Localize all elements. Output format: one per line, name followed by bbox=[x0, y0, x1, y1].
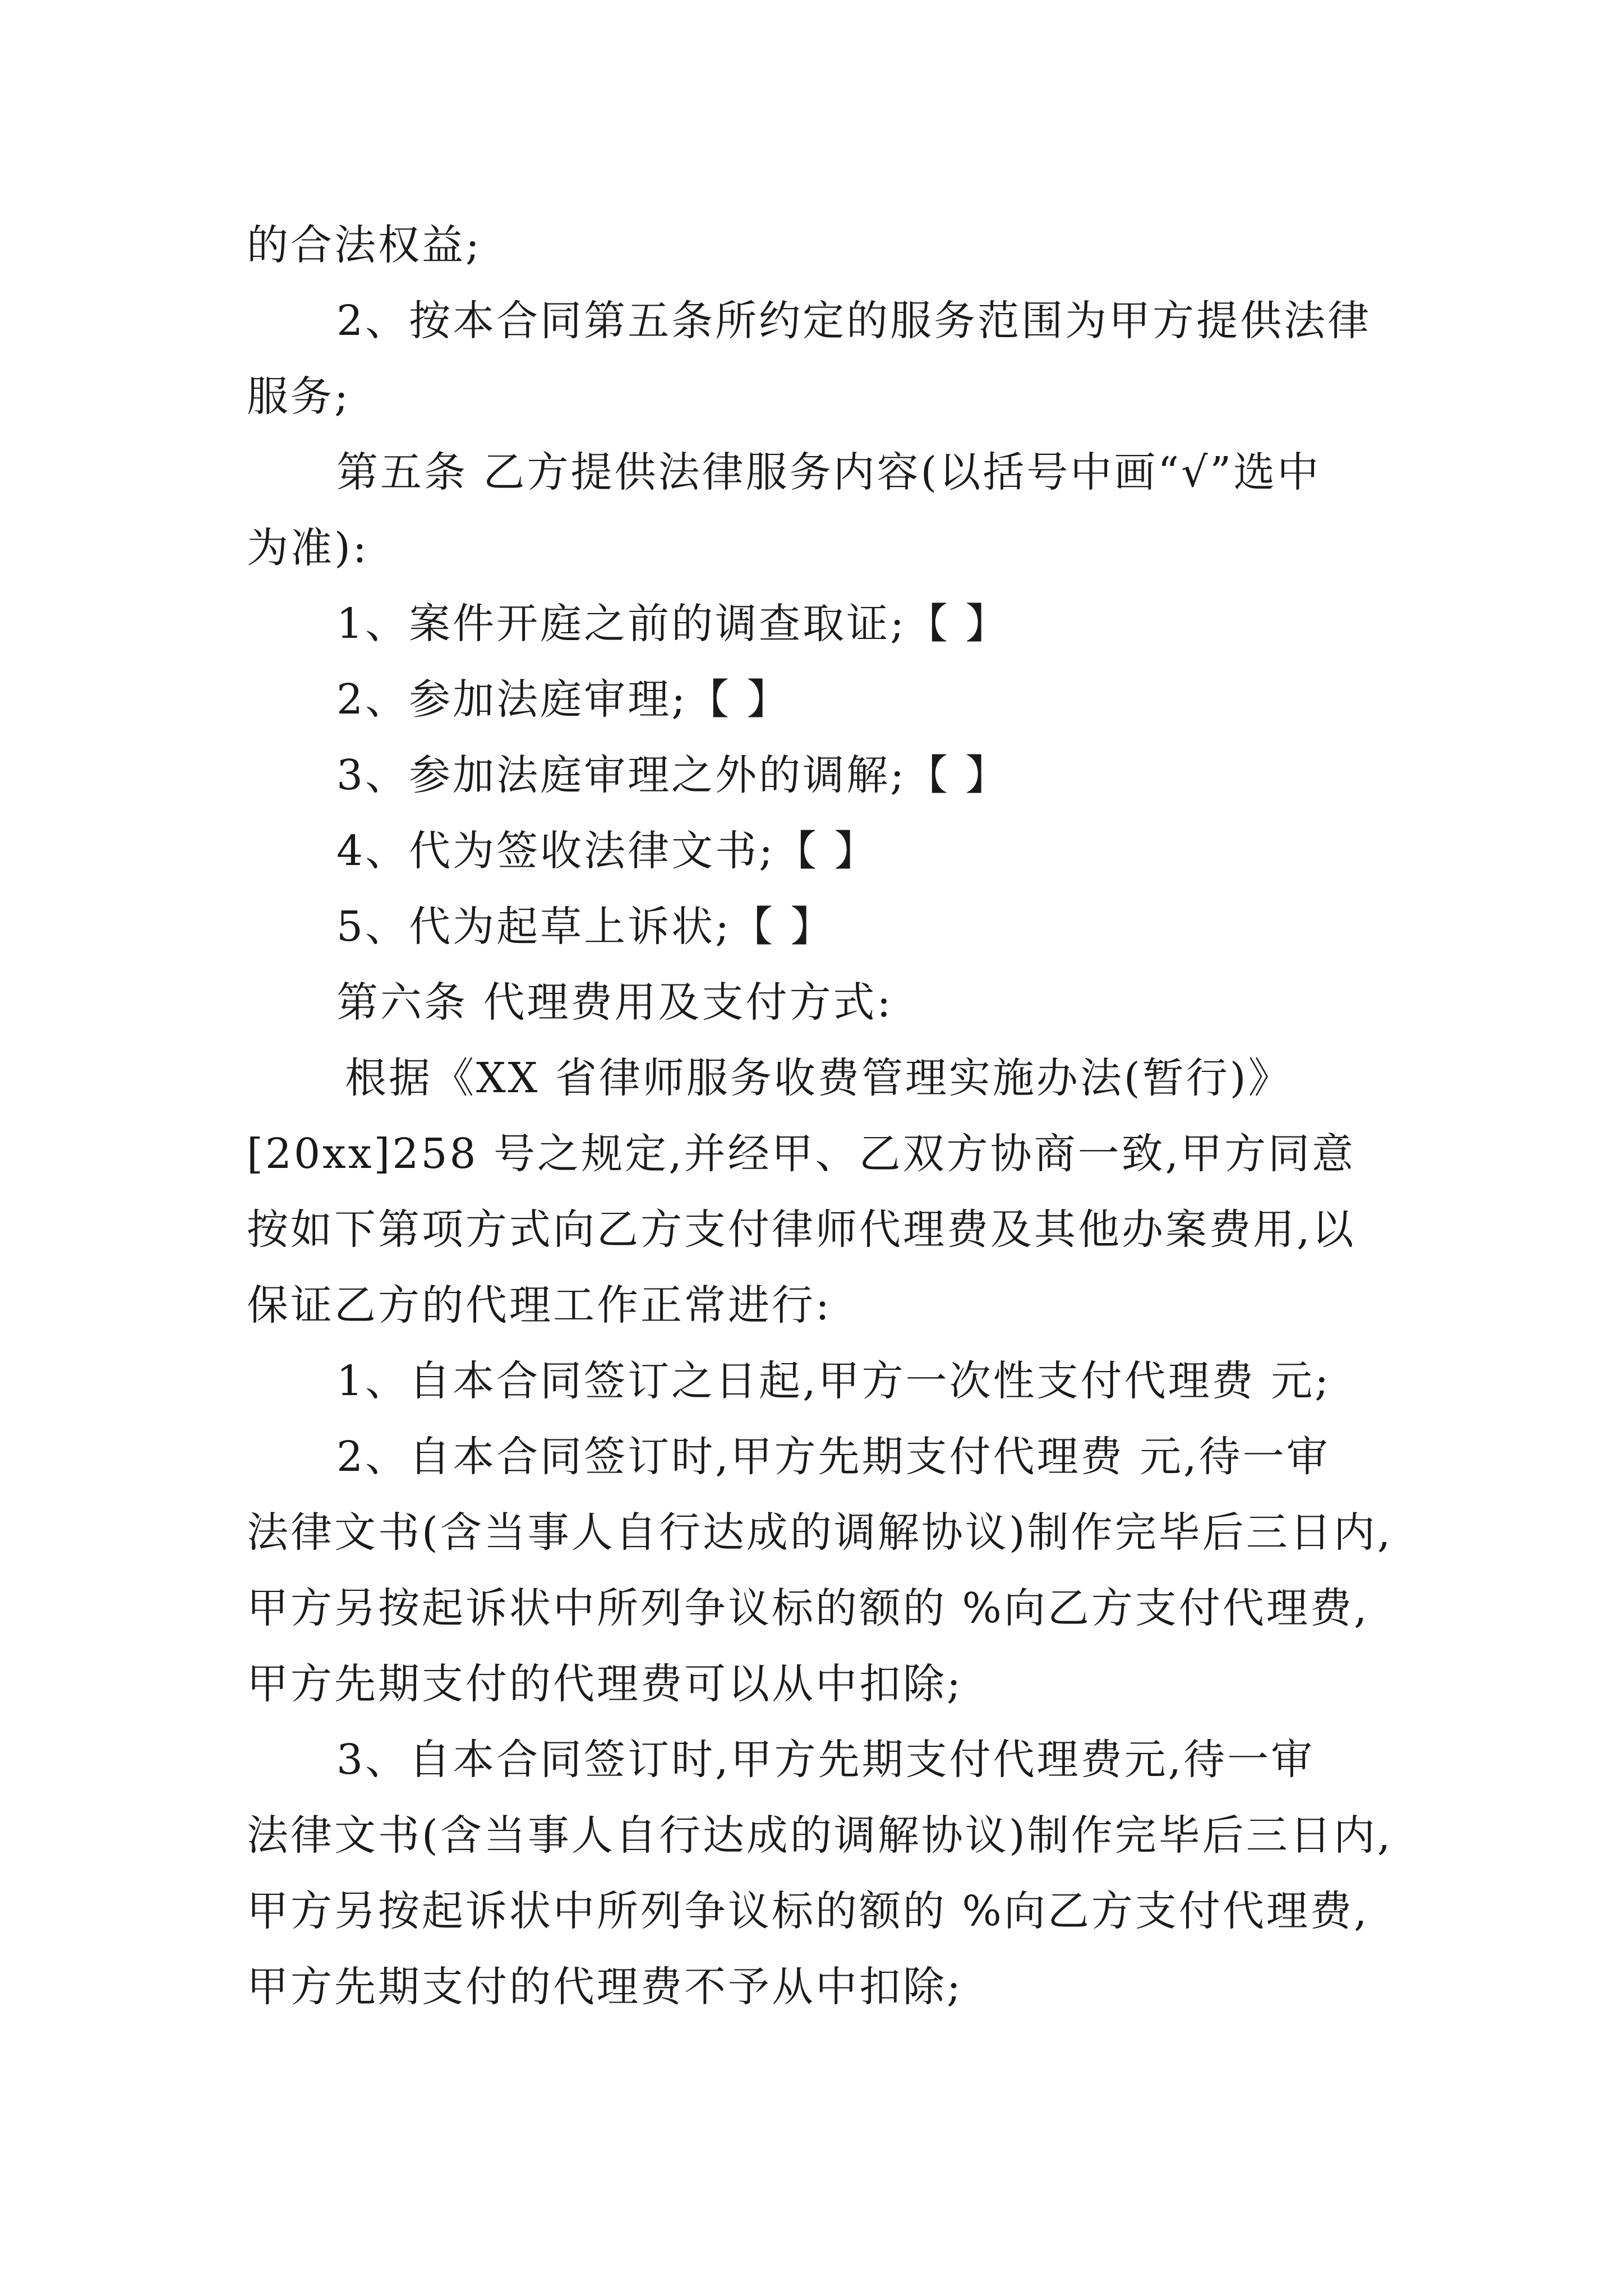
text-line: 甲方另按起诉状中所列争议标的额的 %向乙方支付代理费, bbox=[247, 1887, 1370, 1935]
text-line: 甲方先期支付的代理费可以从中扣除; bbox=[247, 1660, 963, 1708]
payment-option: 1、自本合同签订之日起,甲方一次性支付代理费 元; bbox=[336, 1357, 1331, 1405]
text-line: 按如下第项方式向乙方支付律师代理费及其他办案费用,以 bbox=[247, 1205, 1356, 1254]
text-line: 的合法权益; bbox=[247, 221, 482, 269]
payment-option: 2、自本合同签订时,甲方先期支付代理费 元,待一审 bbox=[336, 1433, 1330, 1481]
checklist-item: 3、参加法庭审理之外的调解;【 】 bbox=[336, 751, 1009, 799]
text-line: 法律文书(含当事人自行达成的调解协议)制作完毕后三日内, bbox=[247, 1508, 1393, 1557]
text-line: 为准): bbox=[247, 524, 369, 572]
checklist-item: 2、参加法庭审理;【 】 bbox=[336, 675, 791, 724]
article-heading: 第五条 乙方提供法律服务内容(以括号中画“√”选中 bbox=[336, 448, 1321, 496]
text-line: [20xx]258 号之规定,并经甲、乙双方协商一致,甲方同意 bbox=[247, 1130, 1356, 1178]
text-line: 根据《XX 省律师服务收费管理实施办法(暂行)》 bbox=[345, 1054, 1292, 1102]
text-line: 法律文书(含当事人自行达成的调解协议)制作完毕后三日内, bbox=[247, 1811, 1393, 1860]
payment-option: 3、自本合同签订时,甲方先期支付代理费元,待一审 bbox=[336, 1736, 1315, 1784]
checklist-item: 5、代为起草上诉状;【 】 bbox=[336, 903, 834, 951]
checklist-item: 4、代为签收法律文书;【 】 bbox=[336, 827, 878, 875]
text-line: 保证乙方的代理工作正常进行: bbox=[247, 1281, 832, 1329]
text-line: 甲方先期支付的代理费不予从中扣除; bbox=[247, 1963, 963, 2011]
text-line: 2、按本合同第五条所约定的服务范围为甲方提供法律 bbox=[336, 297, 1372, 345]
checklist-item: 1、案件开庭之前的调查取证;【 】 bbox=[336, 600, 1009, 648]
text-line: 服务; bbox=[247, 372, 351, 421]
article-heading: 第六条 代理费用及支付方式: bbox=[336, 978, 893, 1027]
text-line: 甲方另按起诉状中所列争议标的额的 %向乙方支付代理费, bbox=[247, 1584, 1370, 1632]
